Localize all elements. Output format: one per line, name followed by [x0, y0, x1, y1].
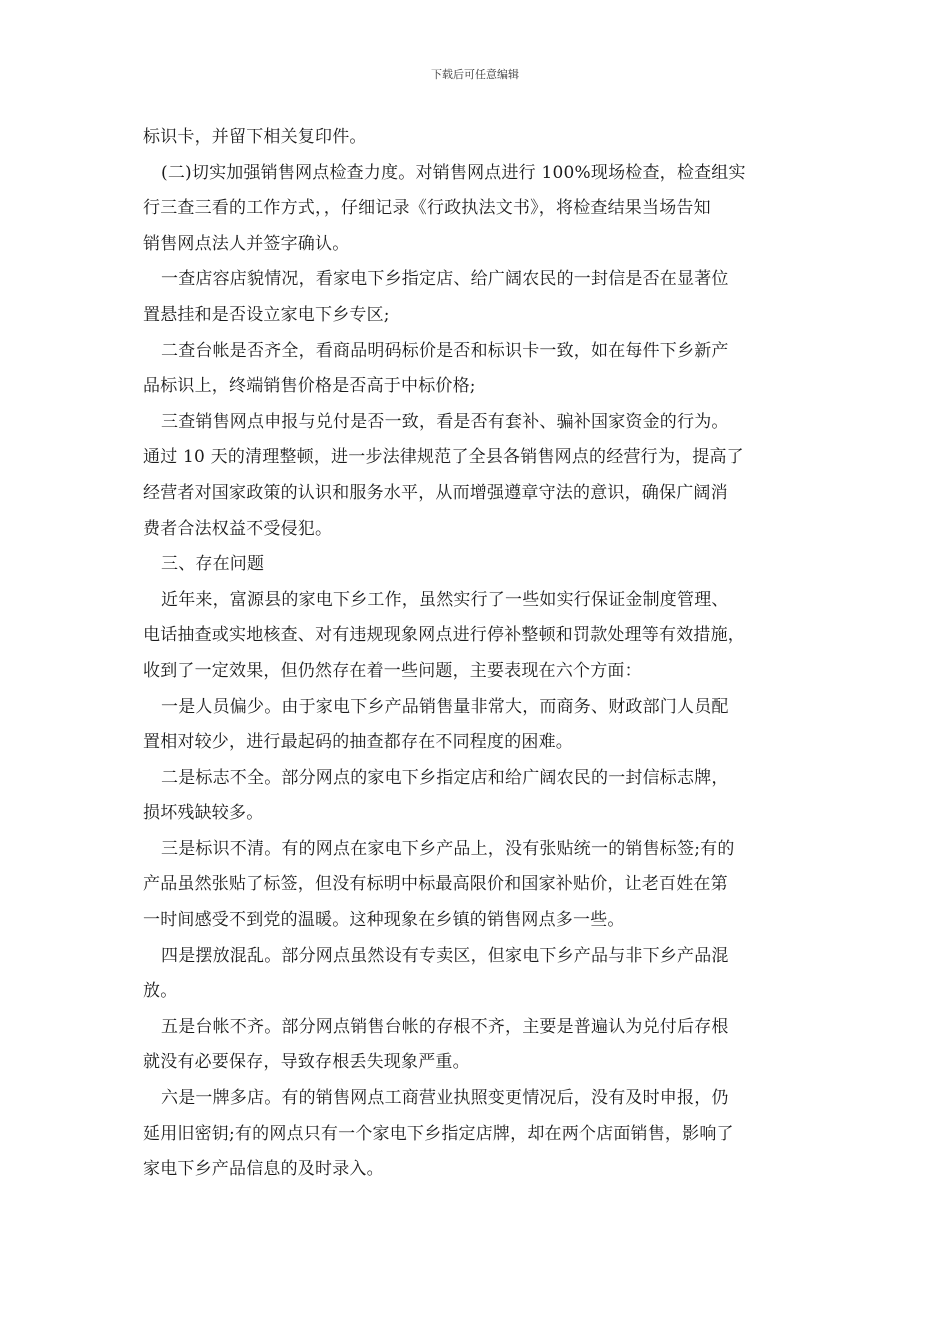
text-line: 就没有必要保存，导致存根丢失现象严重。	[143, 1052, 470, 1073]
text-line: 一是人员偏少。由于家电下乡产品销售量非常大，而商务、财政部门人员配	[161, 696, 729, 717]
text-line: 二查台帐是否齐全，看商品明码标价是否和标识卡一致，如在每件下乡新产	[161, 340, 729, 361]
text-line: 收到了一定效果，但仍然存在着一些问题，主要表现在六个方面：	[143, 660, 642, 681]
text-line: 一查店容店貌情况，看家电下乡指定店、给广阔农民的一封信是否在显著位	[161, 269, 729, 290]
text-line: 延用旧密钥;有的网点只有一个家电下乡指定店牌，却在两个店面销售，影响了	[143, 1123, 734, 1144]
text-line: 置相对较少，进行最起码的抽查都存在不同程度的困难。	[143, 732, 573, 753]
text-line: 五是台帐不齐。部分网点销售台帐的存根不齐，主要是普遍认为兑付后存根	[161, 1016, 729, 1037]
text-line: 二是标志不全。部分网点的家电下乡指定店和给广阔农民的一封信标志牌，	[161, 767, 729, 788]
text-line: 三是标识不清。有的网点在家电下乡产品上，没有张贴统一的销售标签;有的	[161, 838, 735, 859]
text-line: 近年来，富源县的家电下乡工作，虽然实行了一些如实行保证金制度管理、	[161, 589, 729, 610]
text-line: (二)切实加强销售网点检查力度。对销售网点进行 100%现场检查，检查组实	[161, 162, 746, 183]
text-line: 四是摆放混乱。部分网点虽然设有专卖区，但家电下乡产品与非下乡产品混	[161, 945, 729, 966]
text-line: 经营者对国家政策的认识和服务水平，从而增强遵章守法的意识，确保广阔消	[143, 482, 728, 503]
text-line: 家电下乡产品信息的及时录入。	[143, 1159, 384, 1180]
text-line: 费者合法权益不受侵犯。	[143, 518, 333, 539]
text-line: 三查销售网点申报与兑付是否一致，看是否有套补、骗补国家资金的行为。	[161, 411, 729, 432]
text-line: 品标识上，终端销售价格是否高于中标价格;	[143, 376, 476, 397]
text-line: 损坏残缺较多。	[143, 803, 264, 824]
text-line: 三、存在问题	[161, 554, 265, 575]
text-line: 产品虽然张贴了标签，但没有标明中标最高限价和国家补贴价，让老百姓在第	[143, 874, 728, 895]
text-line: 电话抽查或实地核查、对有违规现象网点进行停补整顿和罚款处理等有效措施，	[143, 625, 745, 646]
text-line: 一时间感受不到党的温暖。这种现象在乡镇的销售网点多一些。	[143, 910, 625, 931]
text-line: 销售网点法人并签字确认。	[143, 233, 350, 254]
text-line: 放。	[143, 981, 178, 1002]
text-line: 行三查三看的工作方式，，仔细记录《行政执法文书》，将检查结果当场告知	[143, 198, 711, 219]
text-line: 置悬挂和是否设立家电下乡专区;	[143, 304, 390, 325]
document-body	[143, 120, 811, 1188]
text-line: 通过 10 天的清理整顿，进一步法律规范了全县各销售网点的经营行为，提高了	[143, 447, 744, 468]
text-line: 六是一牌多店。有的销售网点工商营业执照变更情况后，没有及时申报，仍	[161, 1088, 729, 1109]
text-line: 标识卡，并留下相关复印件。	[143, 127, 367, 147]
page-header: 下载后可任意编辑	[431, 68, 519, 81]
